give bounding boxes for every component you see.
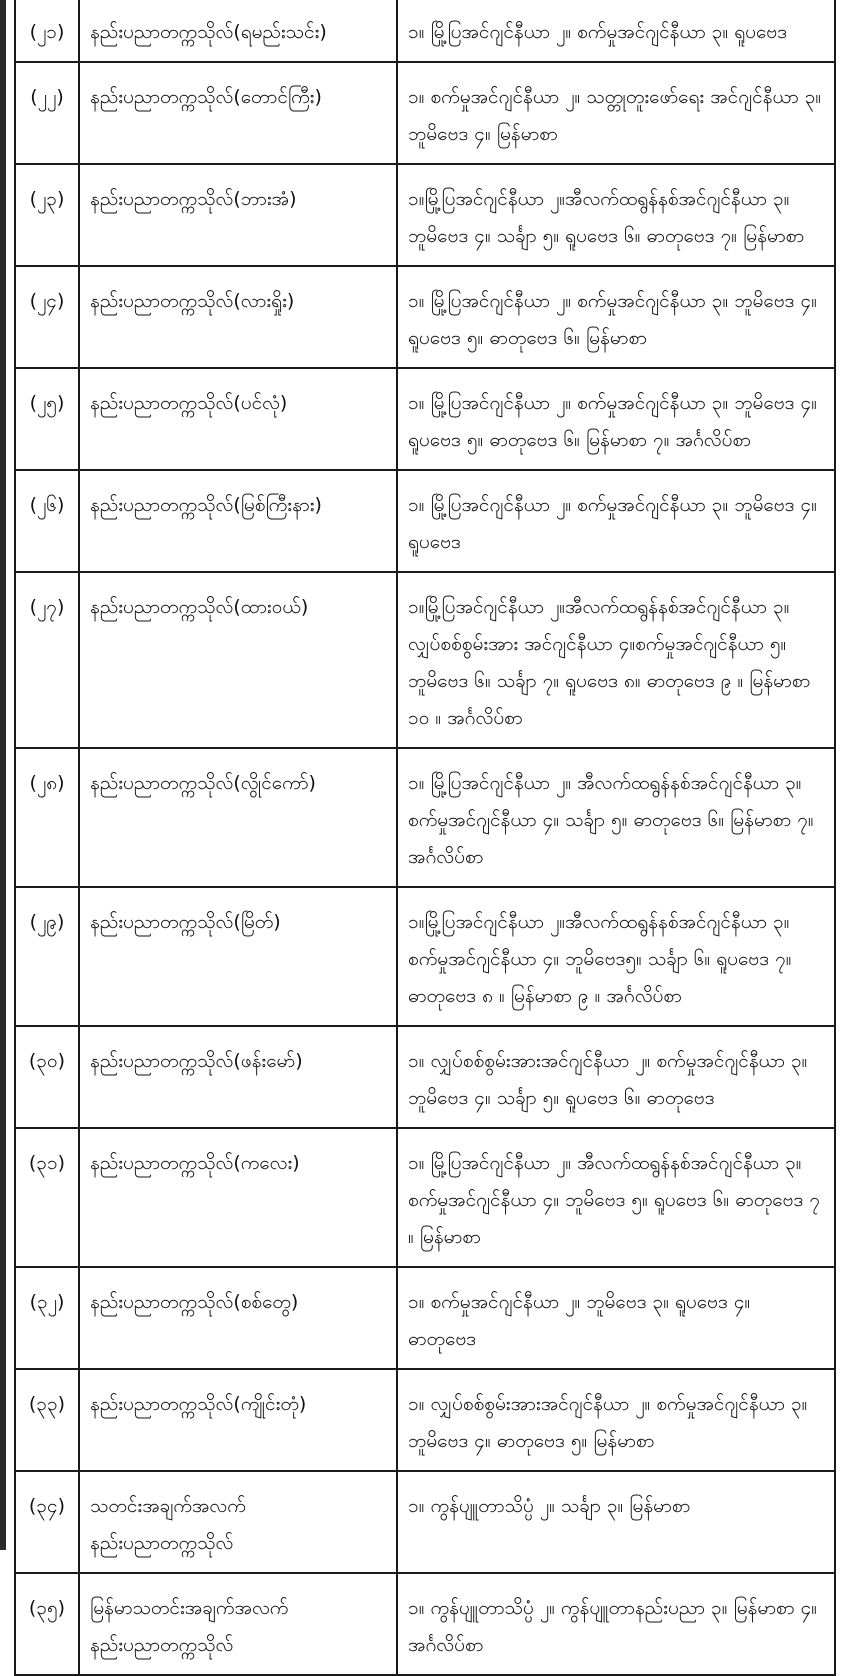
row-number: (၂၆) [15,470,79,572]
row-number: (၃၃) [15,1369,79,1471]
table-row [15,266,835,368]
row-number: (၂၅) [15,368,79,470]
subject-list: ၁။ စက်မှုအင်ဂျင်နီယာ ၂။ သတ္တုတူးဖော်ရေး အင်ဂျင်နီယာ ၃။ ဘူမိဗေဒ ၄။ မြန်မာစာ [397,62,835,164]
subject-list: ၁။ မြို့ပြအင်ဂျင်နီယာ ၂။ စက်မှုအင်ဂျင်နီယာ ၃။ ရူပဗေဒ [397,0,835,62]
subject-list: ၁။မြို့ပြအင်ဂျင်နီယာ ၂။အီလက်ထရွန်နစ်အင်ဂျင်နီယာ ၃။ ဘူမိဗေဒ ၄။ သင်္ချာ ၅။ ရူပဗေဒ ၆။ ဓာတုဗေဒ ၇။ မြန်မာစာ [397,164,835,266]
row-number: (၃၁) [15,1128,79,1267]
university-name: နည်းပညာတက္ကသိုလ်(လားရှိုး) [79,266,397,368]
table-row [15,62,835,164]
row-number: (၂၃) [15,164,79,266]
subject-list: ၁။ လျှပ်စစ်စွမ်းအားအင်ဂျင်နီယာ ၂။ စက်မှုအင်ဂျင်နီယာ ၃။ ဘူမိဗေဒ ၄။ သင်္ချာ ၅။ ရူပဗေဒ ၆။ ဓာတုဗေဒ [397,1026,835,1128]
university-name: မြန်မာသတင်းအချက်အလက် နည်းပညာတက္ကသိုလ် [79,1573,397,1675]
university-name: နည်းပညာတက္ကသိုလ်(ရမည်းသင်း) [79,0,397,62]
table-row [15,1471,835,1573]
table-row [15,1267,835,1369]
subject-list: ၁။ ကွန်ပျူတာသိပ္ပံ ၂။ သင်္ချာ ၃။ မြန်မာစာ [397,1471,835,1573]
subject-list: ၁။ မြို့ပြအင်ဂျင်နီယာ ၂။ စက်မှုအင်ဂျင်နီယာ ၃။ ဘူမိဗေဒ ၄။ ရူပဗေဒ [397,470,835,572]
university-name: နည်းပညာတက္ကသိုလ်(ပင်လုံ) [79,368,397,470]
subject-list: ၁။ မြို့ပြအင်ဂျင်နီယာ ၂။ စက်မှုအင်ဂျင်နီယာ ၃။ ဘူမိဗေဒ ၄။ ရူပဗေဒ ၅။ ဓာတုဗေဒ ၆။ မြန်မာစာ [397,266,835,368]
table-row [15,1369,835,1471]
subject-list: ၁။ မြို့ပြအင်ဂျင်နီယာ ၂။ စက်မှုအင်ဂျင်နီယာ ၃။ ဘူမိဗေဒ ၄။ ရူပဗေဒ ၅။ ဓာတုဗေဒ ၆။ မြန်မာစာ ၇။ အင်္ဂလိပ်စာ [397,368,835,470]
university-name: နည်းပညာတက္ကသိုလ်(မြစ်ကြီးနား) [79,470,397,572]
table-body [15,0,835,1675]
row-number: (၃၂) [15,1267,79,1369]
university-subjects-table [14,0,836,1676]
subject-list: ၁။ စက်မှုအင်ဂျင်နီယာ ၂။ ဘူမိဗေဒ ၃။ ရူပဗေဒ ၄။ ဓာတုဗေဒ [397,1267,835,1369]
table-row [15,0,835,62]
table-row [15,748,835,887]
university-name: နည်းပညာတက္ကသိုလ်(တောင်ကြီး) [79,62,397,164]
row-number: (၂၁) [15,0,79,62]
row-number: (၂၉) [15,887,79,1026]
university-name: နည်းပညာတက္ကသိုလ်(လွိုင်ကော်) [79,748,397,887]
subject-list: ၁။ မြို့ပြအင်ဂျင်နီယာ ၂။ အီလက်ထရွန်နစ်အင်ဂျင်နီယာ ၃။ စက်မှုအင်ဂျင်နီယာ ၄။ ဘူမိဗေဒ ၅။ ရူပဗေဒ ၆။ ဓာတုဗေဒ ၇ ။ မြန်မာစာ [397,1128,835,1267]
table-row [15,1573,835,1675]
subject-list: ၁။မြို့ပြအင်ဂျင်နီယာ ၂။အီလက်ထရွန်နစ်အင်ဂျင်နီယာ ၃။ လျှပ်စစ်စွမ်းအား အင်ဂျင်နီယာ ၄။စက်မှုအင်ဂျင်နီယာ ၅။ ဘူမိဗေဒ ၆။ သင်္ချာ ၇။ ရူပဗေဒ ၈။ ဓာတုဗေဒ ၉ ။ မြန်မာစာ ၁၀ ။ အင်္ဂလိပ်စာ [397,572,835,748]
table-row [15,1026,835,1128]
row-number: (၂၈) [15,748,79,887]
table-row [15,164,835,266]
university-name: သတင်းအချက်အလက် နည်းပညာတက္ကသိုလ် [79,1471,397,1573]
row-number: (၃၀) [15,1026,79,1128]
subject-list: ၁။ မြို့ပြအင်ဂျင်နီယာ ၂။ အီလက်ထရွန်နစ်အင်ဂျင်နီယာ ၃။ စက်မှုအင်ဂျင်နီယာ ၄။ သင်္ချာ ၅။ ဓာတုဗေဒ ၆။ မြန်မာစာ ၇။ အင်္ဂလိပ်စာ [397,748,835,887]
university-name: နည်းပညာတက္ကသိုလ်(ကျိုင်းတုံ) [79,1369,397,1471]
table-row [15,887,835,1026]
subject-list: ၁။ ကွန်ပျူတာသိပ္ပံ ၂။ ကွန်ပျူတာနည်းပညာ ၃။ မြန်မာစာ ၄။ အင်္ဂလိပ်စာ [397,1573,835,1675]
row-number: (၃၅) [15,1573,79,1675]
row-number: (၃၄) [15,1471,79,1573]
subject-list: ၁။ လျှပ်စစ်စွမ်းအားအင်ဂျင်နီယာ ၂။ စက်မှုအင်ဂျင်နီယာ ၃။ ဘူမိဗေဒ ၄။ ဓာတုဗေဒ ၅။ မြန်မာစာ [397,1369,835,1471]
row-number: (၂၂) [15,62,79,164]
table-row [15,572,835,748]
row-number: (၂၇) [15,572,79,748]
university-name: နည်းပညာတက္ကသိုလ်(မြိတ်) [79,887,397,1026]
table-row [15,368,835,470]
table-row [15,1128,835,1267]
university-name: နည်းပညာတက္ကသိုလ်(စစ်တွေ) [79,1267,397,1369]
row-number: (၂၄) [15,266,79,368]
university-name: နည်းပညာတက္ကသိုလ်(ထားဝယ်) [79,572,397,748]
university-name: နည်းပညာတက္ကသိုလ်(ဖန်းမော်) [79,1026,397,1128]
table-row [15,470,835,572]
subject-list: ၁။မြို့ပြအင်ဂျင်နီယာ ၂။အီလက်ထရွန်နစ်အင်ဂျင်နီယာ ၃။ စက်မှုအင်ဂျင်နီယာ ၄။ ဘူမိဗေဒ၅။ သင်္ချာ ၆။ ရူပဗေဒ ၇။ ဓာတုဗေဒ ၈ ။ မြန်မာစာ ၉ ။ အင်္ဂလိပ်စာ [397,887,835,1026]
university-name: နည်းပညာတက္ကသိုလ်(ကလေး) [79,1128,397,1267]
university-name: နည်းပညာတက္ကသိုလ်(ဘားအံ) [79,164,397,266]
page-edge-bar [0,0,6,1550]
